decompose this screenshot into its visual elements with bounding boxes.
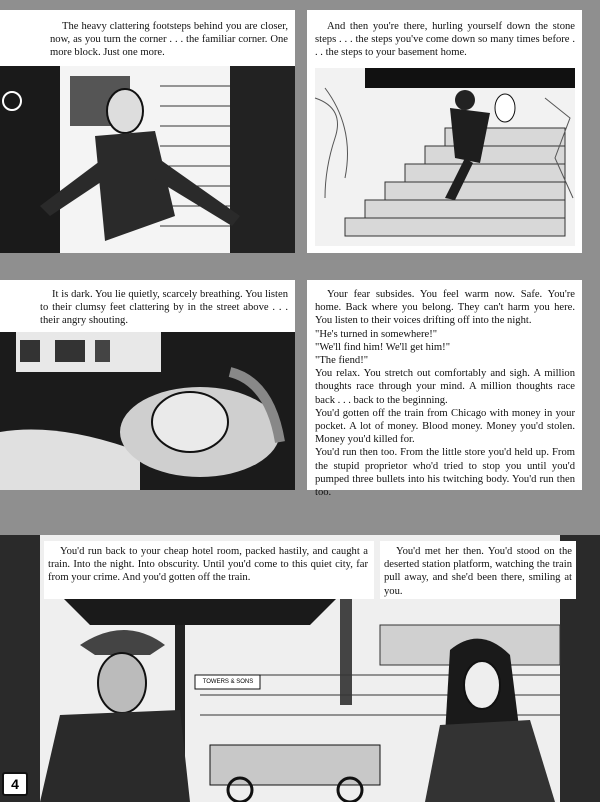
panel-2-caption: And then you're there, hurling yourself down the stone steps . . . the steps you've come down so many times before . . . the steps to your basement home. [315, 21, 578, 59]
panel-3 [0, 280, 295, 490]
panel-4-caption: Your fear subsides. You feel warm now. Safe. You're home. Back where you belong. They can't harm you here. You listen to their voices drifting off into the night. "He's turned in somewhere!" "We'll find him! We'll get him!" "The fiend!" You relax. You stretch out comfortably and sigh. A million thoughts race through your mind. A million thoughts race back . . . back to the beginning. You'd gotten off the train from Chicago with money in your pocket. A lot of money. Blood money. Money you'd stolen. Money you'd killed for. You'd run then too. From the little store you'd held up. From the stupid proprietor who'd tried to stop you until you'd pumped three bullets into his twitching body. You'd run then too. [315, 289, 575, 499]
panel-5-caption-left: You'd run back to your cheap hotel room, packed hastily, and caught a train. Into the night. Into obscurity. Until you'd come to this quiet city, far from your crime. And you'd gotten off the train. [48, 546, 371, 584]
panel-5-caption-right: You'd met her then. You'd stood on the deserted station platform, watching the train pull away, and she'd been there, smiling at you. [384, 546, 575, 597]
panel-2 [307, 10, 582, 253]
page-number: 4 [2, 772, 28, 796]
panel-1-caption: The heavy clattering footsteps behind you are closer, now, as you turn the corner . . . the familiar corner. One more block. Just one more. [50, 21, 291, 59]
panel-4 [307, 280, 582, 499]
station-sign [196, 676, 260, 688]
sleeping-man-illustration [0, 332, 295, 490]
panel-5 [0, 535, 600, 802]
panel-1 [0, 10, 295, 253]
panel-5-caption-box-left [44, 541, 374, 599]
station-sign-text: TOWERS & SONS [202, 679, 254, 685]
panel-5-caption-box-right [380, 541, 576, 599]
panel-3-caption: It is dark. You lie quietly, scarcely breathing. You listen to their clumsy feet clattering by in the street above . . . their angry shouting. [40, 289, 291, 327]
running-man-illustration [0, 66, 295, 253]
stairs-illustration [315, 68, 575, 246]
